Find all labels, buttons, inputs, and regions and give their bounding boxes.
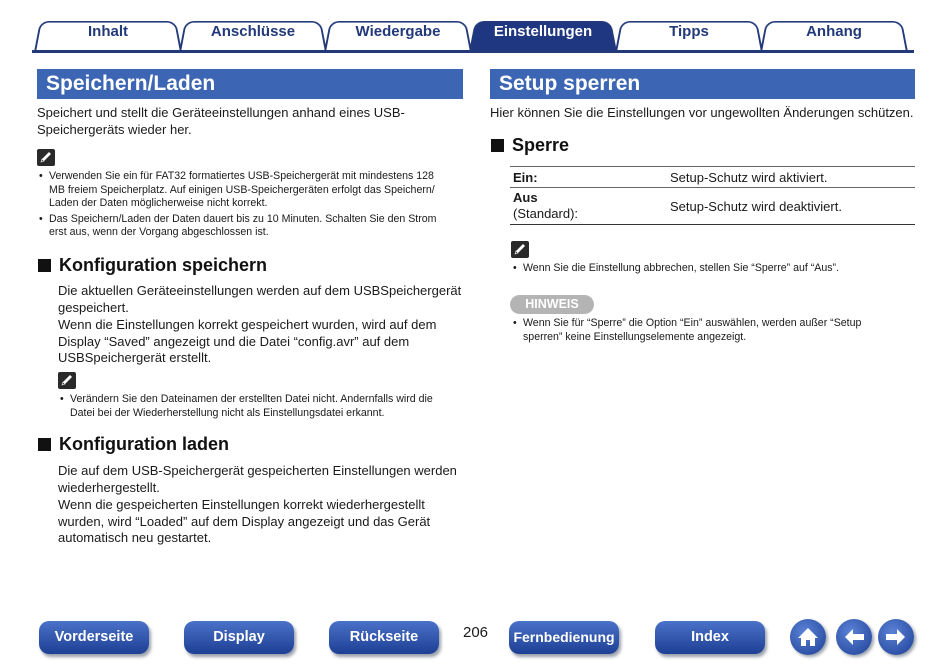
note-line: • Verwenden Sie ein für FAT32 formatiertes USB-Speichergerät mit mindestens 128 [49,170,434,182]
load-text [58,463,468,547]
note-line: erst aus, wenn der Vorgang abgeschlossen ist. [49,226,269,239]
note-line: MB freiem Speicherplatz. Auf einigen USB-Speichergeräten erfolgt das Speichern/ [49,183,435,196]
list-item [511,317,916,344]
table-row [510,167,915,188]
tab-bar-underline [32,50,914,53]
heading-konfiguration-speichern [38,255,267,276]
hinweis-list [511,317,916,344]
list-item [37,170,467,211]
save-text [58,283,468,367]
tab-wiedergabe[interactable]: Wiedergabe [355,23,441,40]
fernbedienung-button[interactable]: Fernbedienung [509,621,619,654]
list-item [58,393,468,420]
option-cell [510,188,670,225]
heading-text: Konfiguration laden [59,434,229,454]
square-bullet-icon [38,259,51,272]
intro-line: Speichergeräts wieder her. [37,121,192,137]
index-button[interactable]: Index [655,621,765,654]
table-row [510,188,915,225]
pencil-note-icon [511,241,529,258]
list-item [37,213,467,240]
text-line: USBSpeichergerät erstellt. [58,350,212,366]
text-line: wurden, wird “Loaded” auf dem Display angezeigt und das Gerät [58,513,431,529]
sperre-table [510,166,915,225]
note-list [37,170,467,240]
note-list [511,262,916,276]
note-line: • Das Speichern/Laden der Daten dauert bis zu 10 Minuten. Schalten Sie den Strom [49,212,437,225]
heading-sperre [491,135,569,156]
vorderseite-button[interactable]: Vorderseite [39,621,149,654]
option-name: Aus [513,190,538,205]
text-line: Wenn die Einstellungen korrekt gespeichert wurden, wird auf dem [58,317,437,333]
intro-text [37,105,463,138]
note-line: Datei bei der Wiederherstellung nicht als Einstellungsdatei erkannt. [70,406,385,419]
hinweis-badge: HINWEIS [510,295,594,314]
heading-konfiguration-laden [38,434,229,455]
tab-bar [32,0,914,54]
rueckseite-button[interactable]: Rückseite [329,621,439,654]
display-button[interactable]: Display [184,621,294,654]
page-number: 206 [463,624,489,641]
pencil-note-icon [37,149,55,166]
note-line: • Verändern Sie den Dateinamen der erstellten Datei nicht. Andernfalls wird die [70,393,433,405]
tab-anschluesse[interactable]: Anschlüsse [210,23,296,40]
description-cell: Setup-Schutz wird aktiviert. [670,169,828,185]
text-line: Wenn die gespeicherten Einstellungen korrekt wiederhergestellt [58,497,425,513]
tab-einstellungen[interactable]: Einstellungen [493,23,593,40]
note-line: sperren” keine Einstellungselemente angezeigt. [523,330,747,343]
section-title-setup-sperren: Setup sperren [490,69,915,99]
text-line: wiederhergestellt. [58,479,160,495]
list-item: • Wenn Sie die Einstellung abbrechen, stellen Sie “Sperre” auf “Aus”. [511,262,916,276]
arrow-left-icon[interactable] [836,619,872,655]
square-bullet-icon [491,139,504,152]
intro-line: Speichert und stellt die Geräteeinstellungen anhand eines USB- [37,105,405,120]
text-line: gespeichert. [58,299,129,315]
square-bullet-icon [38,438,51,451]
heading-text: Konfiguration speichern [59,255,268,275]
pencil-note-icon [58,372,76,389]
note-list [58,393,468,420]
text-line: Die auf dem USB-Speichergerät gespeicherten Einstellungen werden [58,463,457,478]
description-cell: Setup-Schutz wird deaktiviert. [670,198,842,214]
text-line: automatisch neu gestartet. [58,530,212,546]
option-cell: Ein: [513,169,538,185]
tab-inhalt[interactable]: Inhalt [88,23,128,40]
heading-text: Sperre [512,135,570,155]
tab-tipps[interactable]: Tipps [669,23,709,40]
note-line: • Wenn Sie für “Sperre” die Option “Ein” auswählen, werden außer “Setup [523,317,862,329]
home-icon[interactable] [790,619,826,655]
text-line: Display “Saved” angezeigt und die Datei “config.avr” auf dem [58,333,410,349]
setup-intro: Hier können Sie die Einstellungen vor ungewollten Änderungen schützen. [490,105,914,120]
note-line: Laden der Daten möglicherweise nicht korrekt. [49,197,268,210]
tab-anhang[interactable]: Anhang [806,23,862,40]
section-title-speichern-laden: Speichern/Laden [37,69,463,99]
text-line: Die aktuellen Geräteeinstellungen werden auf dem USBSpeichergerät [58,283,462,298]
option-default: (Standard): [513,206,579,221]
arrow-right-icon[interactable] [878,619,914,655]
